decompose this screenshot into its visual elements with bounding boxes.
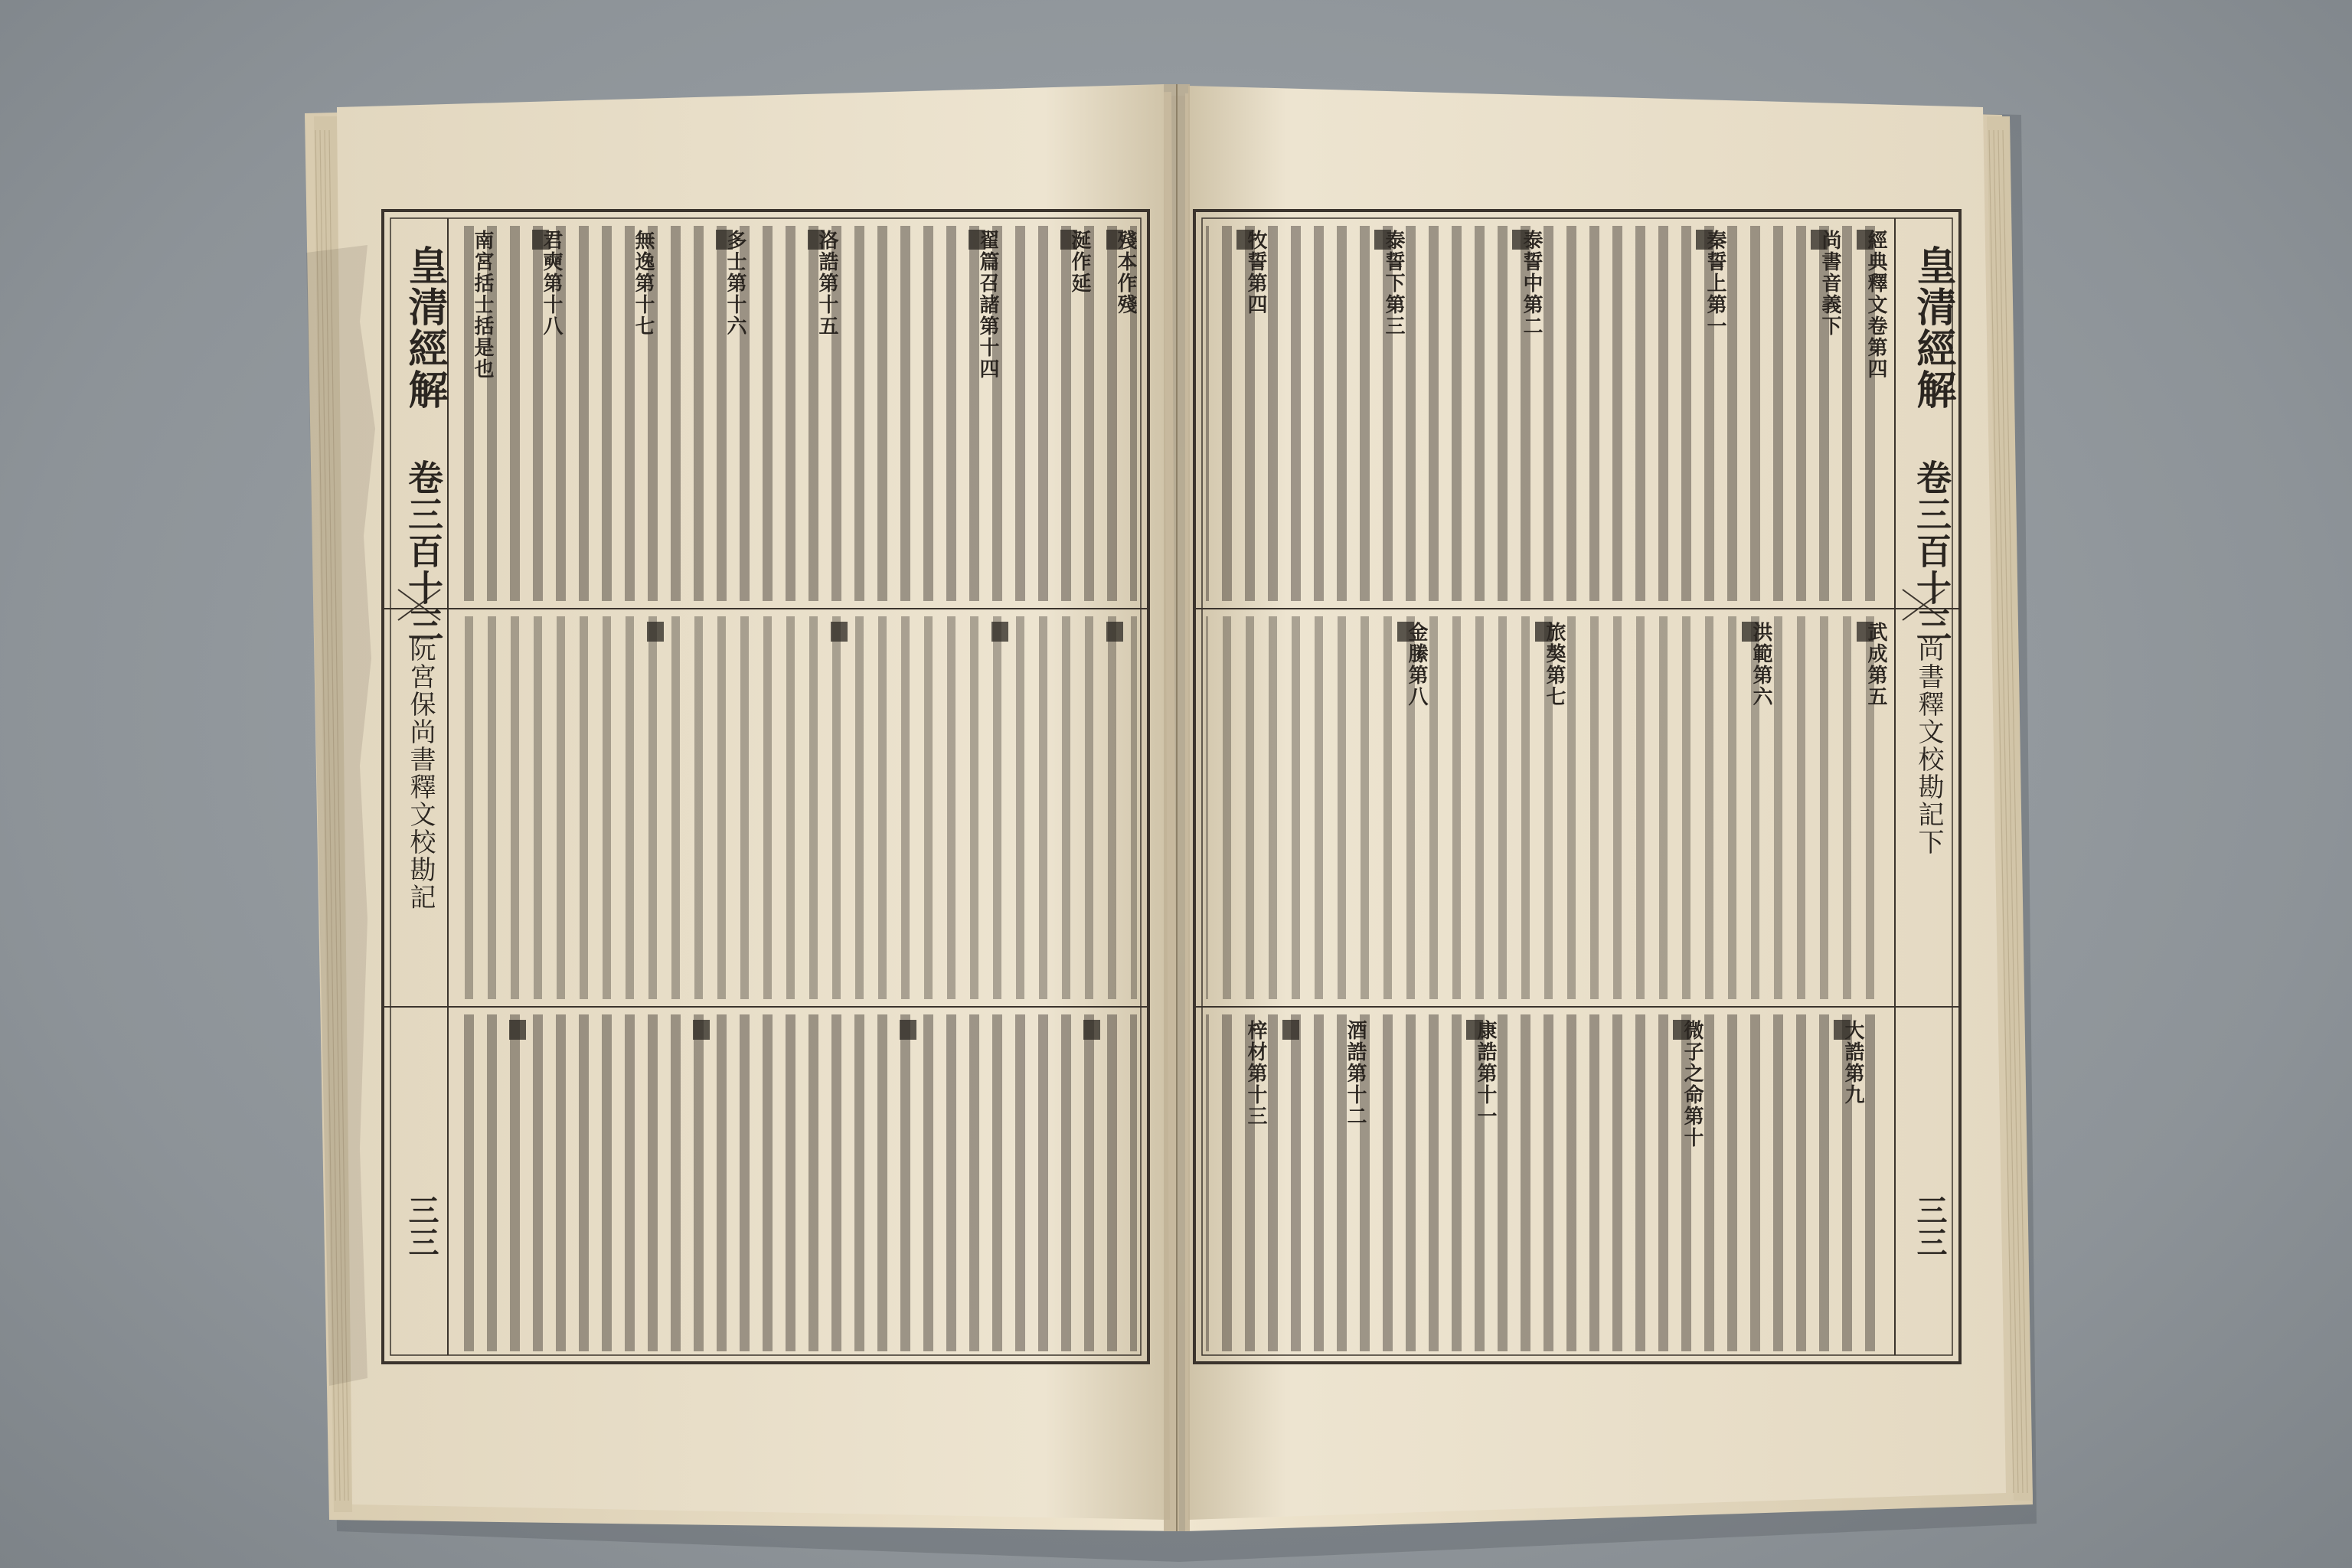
right-column-heading: 秦誓上第一	[1704, 230, 1726, 337]
right-running-title: 皇清經解	[1909, 245, 1956, 410]
left-column-heading: 無逸第十七	[632, 230, 655, 337]
left-folio: 三三	[403, 1194, 439, 1259]
right-column-heading: 泰誓中第二	[1520, 230, 1543, 337]
right-margin-note: 尚書釋文校勘記下	[1913, 635, 1944, 856]
left-column-heading: 翟篇召諸第十四	[976, 230, 999, 380]
right-column-heading: 武成第五	[1864, 622, 1887, 707]
right-column-heading: 牧誓第四	[1244, 230, 1267, 315]
right-column-heading: 經典釋文卷第四	[1864, 230, 1887, 380]
right-column-heading: 尚書音義下	[1818, 230, 1841, 337]
right-column-heading: 金縢第八	[1405, 622, 1428, 707]
right-column-heading: 梓材第十三	[1244, 1020, 1267, 1127]
left-column-heading: 涎作延	[1068, 230, 1091, 294]
left-column-heading: 洛誥第十五	[815, 230, 838, 337]
right-column-heading: 大誥第九	[1841, 1020, 1864, 1106]
right-running-volume: 卷三百十三	[1911, 459, 1952, 643]
left-column-heading: 殘本作殘	[1114, 230, 1137, 315]
right-folio: 三三	[1912, 1194, 1948, 1259]
right-column-heading: 酒誥第十二	[1344, 1020, 1367, 1127]
left-running-volume: 卷三百十三	[403, 459, 444, 643]
right-column-heading: 泰誓下第三	[1382, 230, 1405, 337]
right-column-heading: 康誥第十一	[1474, 1020, 1497, 1127]
right-column-heading: 旅獒第七	[1543, 622, 1566, 707]
right-column-heading: 微子之命第十	[1681, 1020, 1704, 1148]
left-column-heading: 多士第十六	[724, 230, 746, 337]
left-margin-note: 阮宮保尚書釋文校勘記	[405, 635, 436, 911]
left-running-title: 皇清經解	[401, 245, 448, 410]
left-column-heading: 君奭第十八	[540, 230, 563, 337]
right-column-heading: 洪範第六	[1749, 622, 1772, 707]
left-column-heading: 南宮括士括是也	[471, 230, 494, 380]
